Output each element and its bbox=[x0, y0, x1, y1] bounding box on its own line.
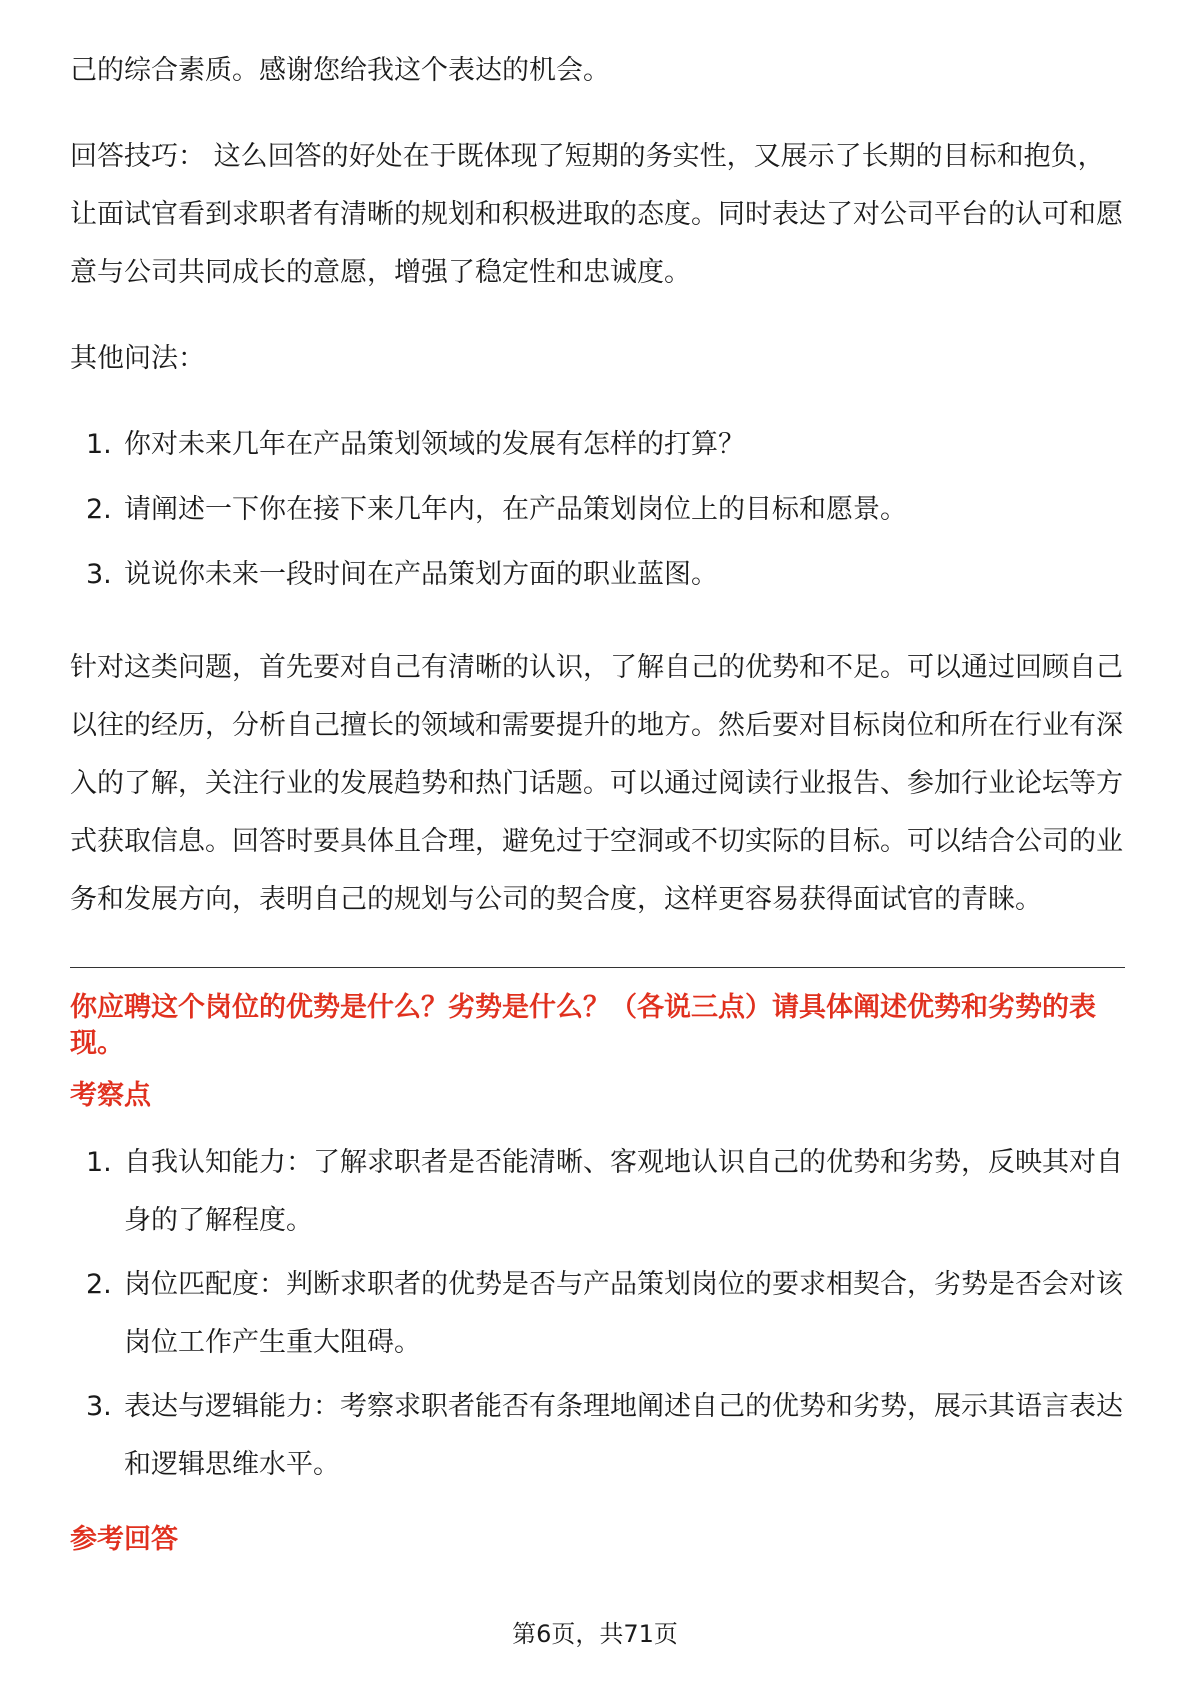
section-divider bbox=[70, 967, 1125, 968]
question-title: 你应聘这个岗位的优势是什么？劣势是什么？（各说三点）请具体阐述优势和劣势的表现。 bbox=[70, 992, 1096, 1059]
list-text: 自我认知能力：了解求职者是否能清晰、客观地认识自己的优势和劣势，反映其对自身的了解程度。 bbox=[124, 1147, 1123, 1236]
list-number: 3. bbox=[86, 559, 112, 590]
other-questions-label: 其他问法： bbox=[70, 343, 205, 374]
document-page bbox=[70, 42, 1125, 1560]
list-item bbox=[70, 1134, 1125, 1250]
list-item bbox=[70, 416, 1125, 474]
list-text: 岗位匹配度：判断求职者的优势是否与产品策划岗位的要求相契合，劣势是否会对该岗位工作产生重大阻碍。 bbox=[124, 1269, 1123, 1358]
list-number: 2. bbox=[86, 1269, 112, 1300]
advice-paragraph: 针对这类问题，首先要对自己有清晰的认识，了解自己的优势和不足。可以通过回顾自己以往的经历，分析自己擅长的领域和需要提升的地方。然后要对目标岗位和所在行业有深入的了解，关注行业的发展趋势和热门话题。可以通过阅读行业报告、参加行业论坛等方式获取信息。回答时要具体且合理，避免过于空洞或不切实际的目标。可以结合公司的业务和发展方向，表明自己的规划与公司的契合度，这样更容易获得面试官的青睐。 bbox=[70, 652, 1123, 915]
list-text: 说说你未来一段时间在产品策划方面的职业蓝图。 bbox=[124, 559, 718, 590]
reference-answer-label: 参考回答 bbox=[70, 1524, 178, 1555]
other-questions-list bbox=[70, 416, 1125, 604]
list-item bbox=[70, 481, 1125, 539]
list-number: 2. bbox=[86, 494, 112, 525]
list-text: 你对未来几年在产品策划领域的发展有怎样的打算？ bbox=[124, 429, 745, 460]
list-item bbox=[70, 1378, 1125, 1494]
inspection-points-label: 考察点 bbox=[70, 1080, 151, 1111]
list-item bbox=[70, 1256, 1125, 1372]
inspection-points-list bbox=[70, 1134, 1125, 1494]
answer-tip-paragraph: 回答技巧： 这么回答的好处在于既体现了短期的务实性，又展示了长期的目标和抱负，让面试官看到求职者有清晰的规划和积极进取的态度。同时表达了对公司平台的认可和愿意与公司共同成长的意愿，增强了稳定性和忠诚度。 bbox=[70, 141, 1123, 288]
list-number: 1. bbox=[86, 429, 112, 460]
list-number: 1. bbox=[86, 1147, 112, 1178]
list-text: 请阐述一下你在接下来几年内，在产品策划岗位上的目标和愿景。 bbox=[124, 494, 907, 525]
list-text: 表达与逻辑能力：考察求职者能否有条理地阐述自己的优势和劣势，展示其语言表达和逻辑思维水平。 bbox=[124, 1391, 1123, 1480]
page-footer: 第6页，共71页 bbox=[512, 1620, 678, 1648]
list-number: 3. bbox=[86, 1391, 112, 1422]
list-item bbox=[70, 546, 1125, 604]
intro-tail-paragraph: 己的综合素质。感谢您给我这个表达的机会。 bbox=[70, 55, 610, 86]
